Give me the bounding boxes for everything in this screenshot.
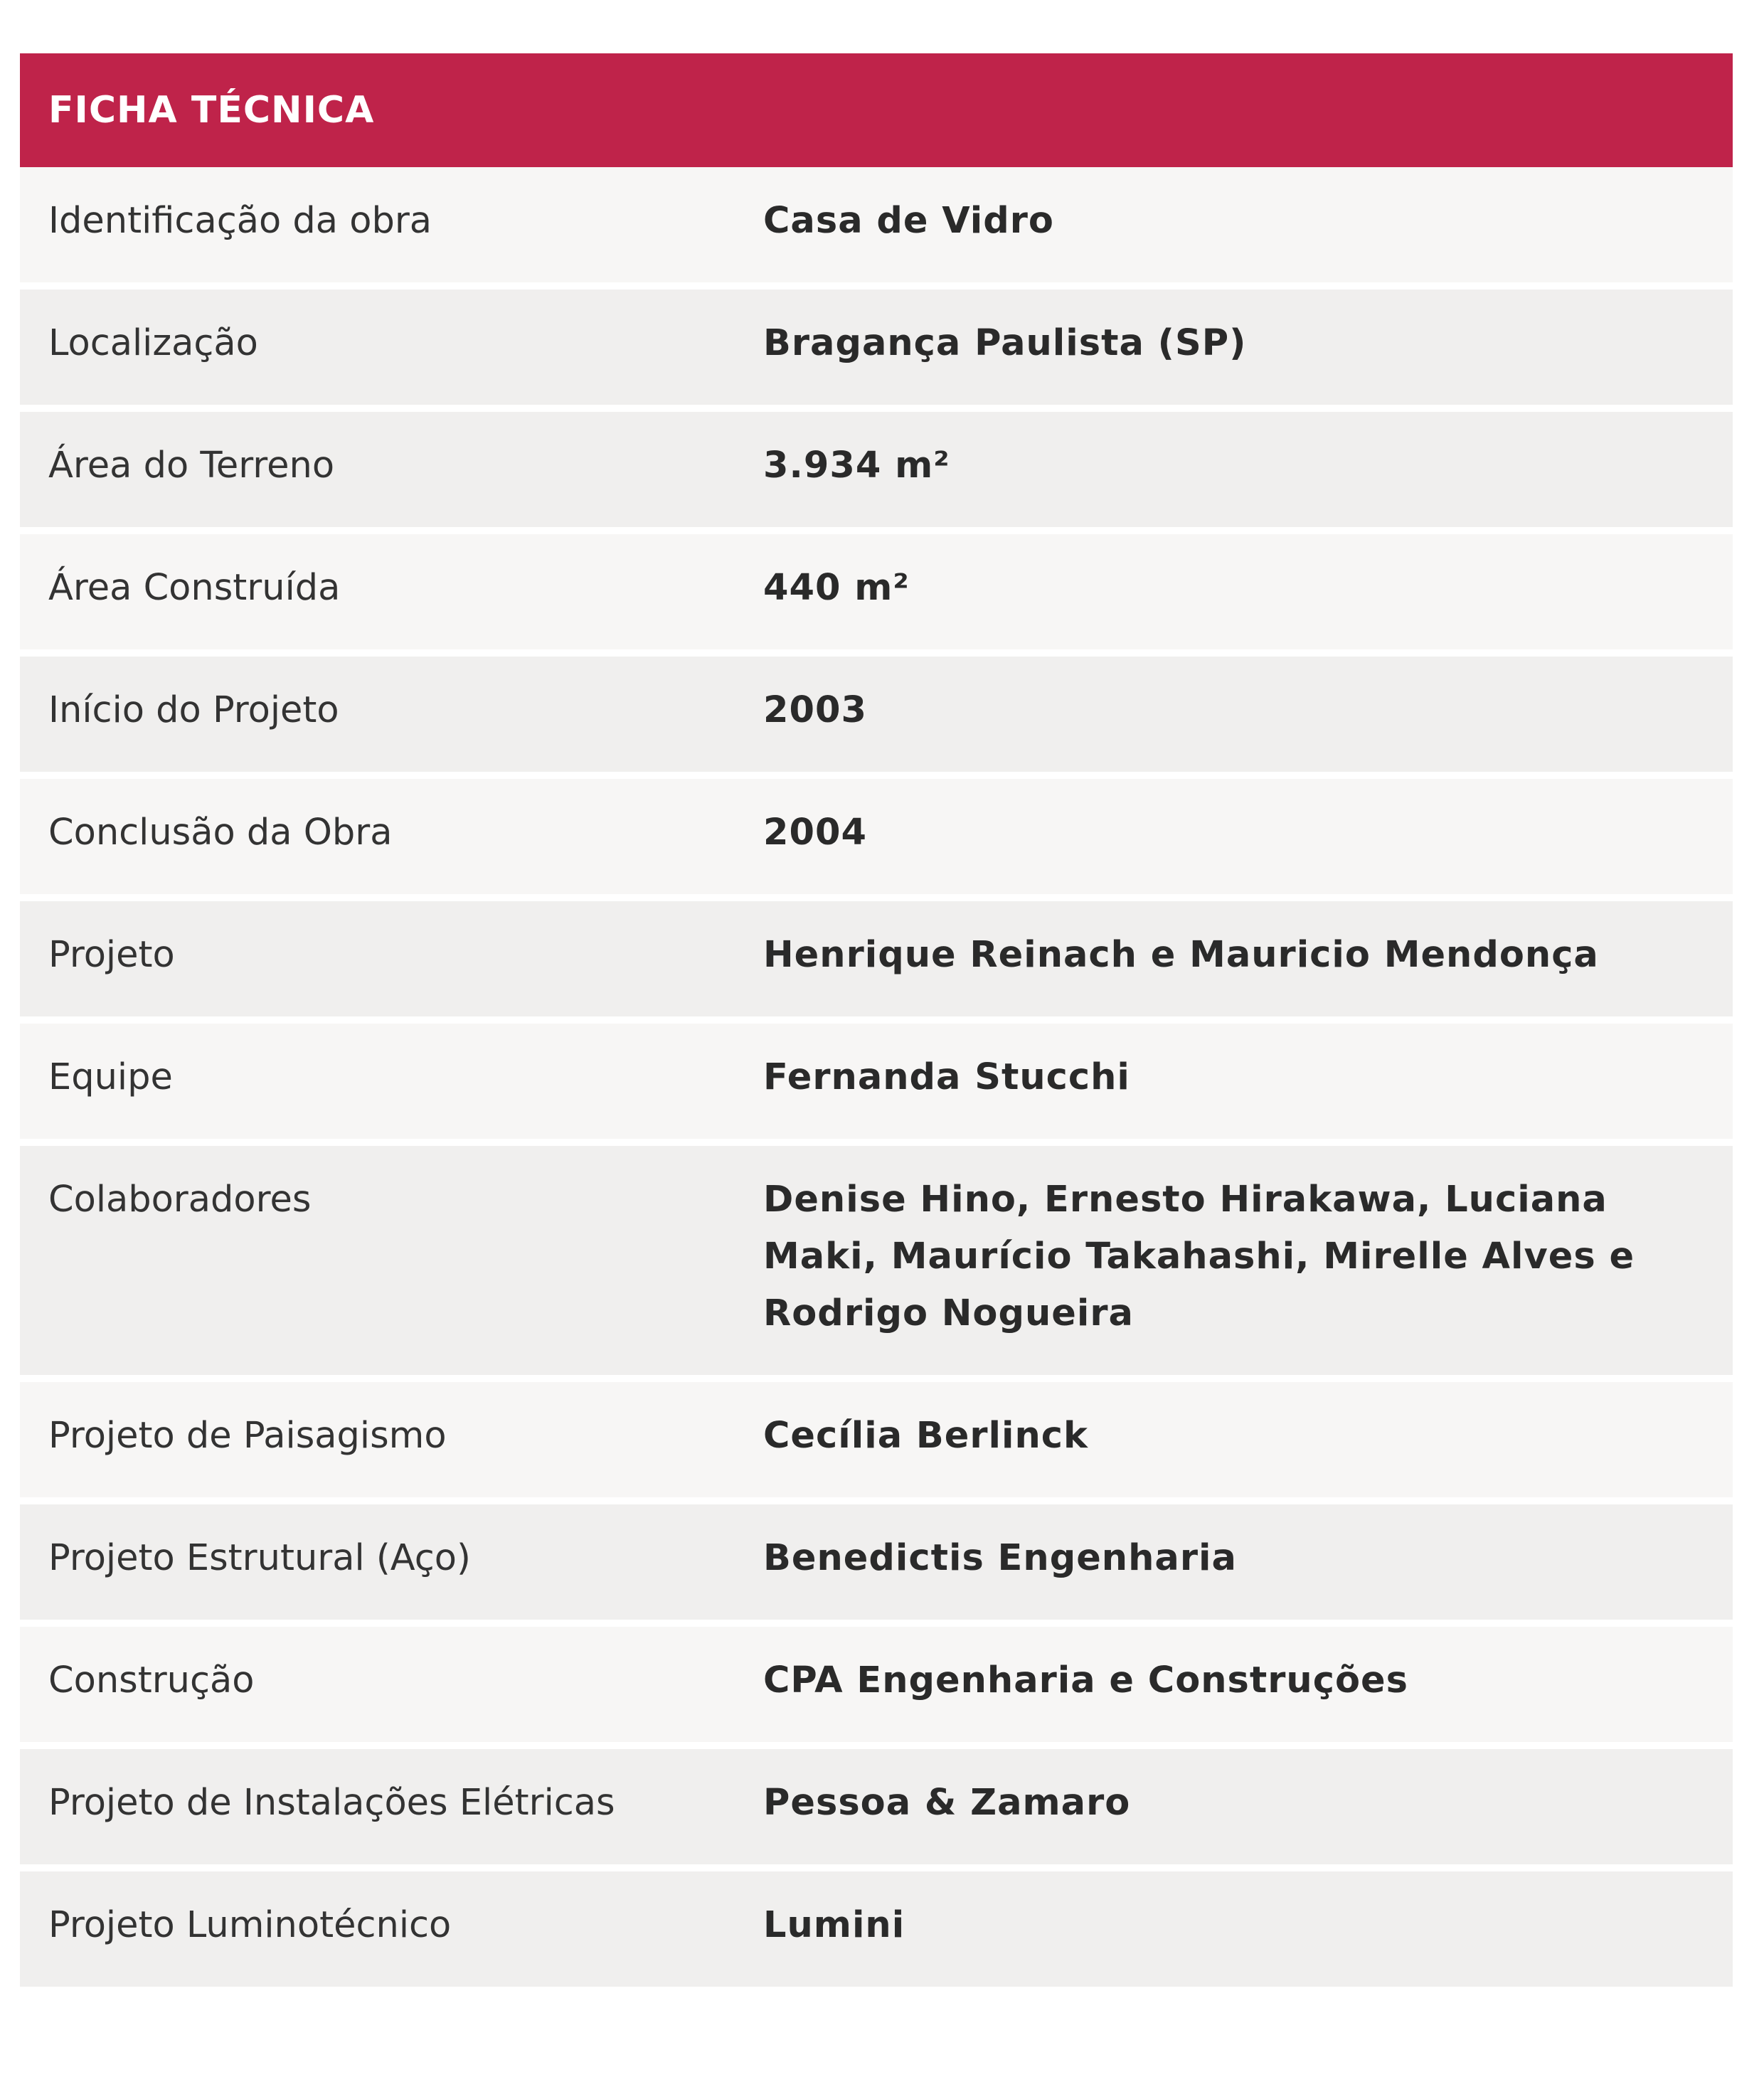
table-row [20, 1627, 1733, 1742]
table-row [20, 1749, 1733, 1864]
row-label: Equipe [48, 1056, 173, 1098]
row-value: Henrique Reinach e Mauricio Mendonça [763, 934, 1599, 976]
row-label: Colaboradores [48, 1179, 312, 1221]
table-row [20, 779, 1733, 894]
ficha-title: FICHA TÉCNICA [48, 89, 375, 132]
row-label: Área Construída [48, 567, 341, 609]
table-row [20, 1871, 1733, 1987]
row-value: Bragança Paulista (SP) [763, 322, 1247, 364]
row-label: Projeto de Paisagismo [48, 1415, 447, 1457]
row-label: Conclusão da Obra [48, 812, 393, 854]
table-row [20, 534, 1733, 649]
table-row [20, 167, 1733, 282]
ficha-tecnica-table [20, 53, 1733, 1987]
table-row [20, 412, 1733, 527]
row-label: Projeto [48, 934, 175, 976]
row-value: Lumini [763, 1904, 905, 1946]
row-label: Área do Terreno [48, 445, 335, 487]
row-label: Construção [48, 1659, 255, 1701]
row-value: Benedictis Engenharia [763, 1537, 1237, 1579]
row-value: 3.934 m² [763, 445, 950, 487]
row-value: 440 m² [763, 567, 910, 609]
table-row [20, 901, 1733, 1016]
ficha-header [20, 53, 1733, 167]
row-value: Denise Hino, Ernesto Hirakawa, Luciana Maki, Maurício Takahashi, Mirelle Alves e Rodrigo Nogueira [763, 1179, 1635, 1334]
row-label: Projeto de Instalações Elétricas [48, 1782, 615, 1824]
table-row [20, 1024, 1733, 1139]
row-value: CPA Engenharia e Construções [763, 1659, 1408, 1701]
row-value: Casa de Vidro [763, 200, 1054, 242]
row-label: Localização [48, 322, 258, 364]
row-value: Cecília Berlinck [763, 1415, 1088, 1457]
table-row [20, 1146, 1733, 1375]
row-label: Identificação da obra [48, 200, 432, 242]
table-row [20, 1504, 1733, 1620]
row-value: Fernanda Stucchi [763, 1056, 1130, 1098]
row-value: 2003 [763, 689, 867, 731]
table-row [20, 1382, 1733, 1497]
row-label: Início do Projeto [48, 689, 339, 731]
table-row [20, 657, 1733, 772]
table-row [20, 290, 1733, 405]
ficha-rows [20, 167, 1733, 1987]
row-label: Projeto Estrutural (Aço) [48, 1537, 471, 1579]
row-value: Pessoa & Zamaro [763, 1782, 1131, 1824]
row-label: Projeto Luminotécnico [48, 1904, 452, 1946]
row-value: 2004 [763, 812, 867, 854]
